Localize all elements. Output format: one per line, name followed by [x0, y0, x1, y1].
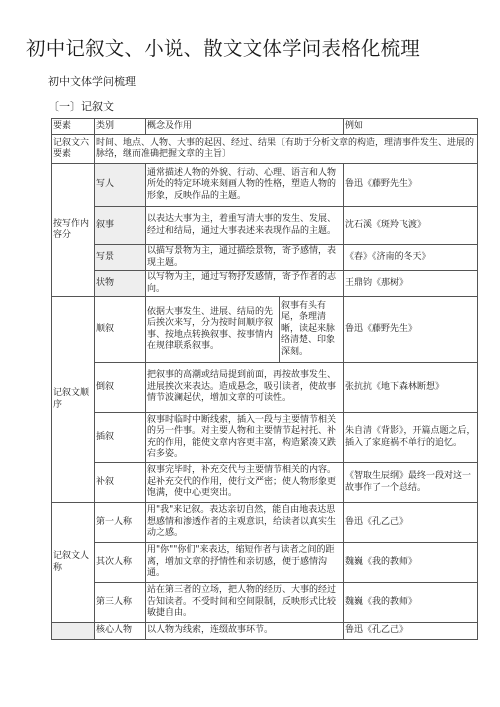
- example-cell: 魏巍《我的教师》: [344, 543, 478, 583]
- example-cell: 《春》《济南的冬天》: [344, 245, 478, 271]
- category-cell: 叙事: [95, 207, 146, 245]
- concept-cell: 依据大事发生、进展、结局的先后挨次来写，分为按时间顺序叙事、按地点转换叙事、按事情内在规律联系叙事。: [146, 297, 280, 363]
- example-cell: 王鼎钧《那树》: [344, 271, 478, 297]
- concept-cell: 把叙事的高潮或结局提到前面，再按故事发生、进展挨次来表达。造成悬念，吸引读者，使故事情节波澜起伏，增加文章的可读性。: [146, 363, 344, 413]
- category-cell: 补叙: [95, 463, 146, 503]
- category-cell: 写景: [95, 245, 146, 271]
- table-row: [52, 207, 478, 245]
- table-row: [52, 363, 478, 413]
- category-cell: 状物: [95, 271, 146, 297]
- concept-cell: 用"你""你们"来表达，缩短作者与读者之间的距离，增加文章的抒情性和亲切感，便于感情沟通。: [146, 543, 344, 583]
- page-title: 初中记叙文、小说、散文文体学问表格化梳理: [26, 37, 421, 60]
- table-row: [52, 583, 478, 623]
- table-row: [52, 623, 478, 640]
- narrative-table: [51, 118, 478, 640]
- example-cell: 魏巍《我的教师》: [344, 583, 478, 623]
- category-cell: 顺叙: [95, 297, 146, 363]
- example-cell: 鲁迅《孔乙己》: [344, 503, 478, 543]
- group-cell: [52, 623, 95, 640]
- table-row: [52, 503, 478, 543]
- table-row: [52, 245, 478, 271]
- concept-cell: 以描写景物为主，通过描绘景物，寄予感情，表现主题。: [146, 245, 344, 271]
- group-cell: 记叙文六要素: [52, 135, 95, 164]
- table-row: [52, 413, 478, 463]
- header-element: 要素: [52, 119, 95, 135]
- example-cell: 沈石溪《斑羚飞渡》: [344, 207, 478, 245]
- table-row: [52, 271, 478, 297]
- concept-cell: 以写物为主，通过写物抒发感情，寄予作者的志向。: [146, 271, 344, 297]
- table-row: [52, 463, 478, 503]
- table-row: [52, 543, 478, 583]
- concept-side-cell: 叙事有头有尾，条理清晰，读起来脉络清楚、印象深刻。: [280, 297, 344, 363]
- example-cell: 《智取生辰纲》最终一段对这一故事作了一个总结。: [344, 463, 478, 503]
- table-row: [52, 297, 478, 363]
- concept-cell: 站在第三者的立场，把人物的经历、大事的经过告知读者。不受时间和空间限制，反映形式比较敏捷自由。: [146, 583, 344, 623]
- concept-cell: 以人物为线索，连缀故事环节。: [146, 623, 344, 640]
- example-cell: 鲁迅《孔乙己》: [344, 623, 478, 640]
- group-cell: 按写作内容分: [52, 164, 95, 297]
- example-cell: 鲁迅《藤野先生》: [344, 297, 478, 363]
- subtitle: 初中文体学问梳理: [48, 75, 136, 88]
- category-cell: 其次人称: [95, 543, 146, 583]
- header-concept: 概念及作用: [146, 119, 344, 135]
- category-cell: 倒叙: [95, 363, 146, 413]
- header-category: 类别: [95, 119, 146, 135]
- concept-cell: 以表达大事为主，着重写清大事的发生、发展、经过和结局，通过大事表述来表现作品的主题。: [146, 207, 344, 245]
- example-cell: 张抗抗《地下森林断想》: [344, 363, 478, 413]
- concept-cell: 通常描述人物的外貌、行动、心理、语言和人物所处的特定环境来刻画人物的性格，塑造人物的形象，反映作品的主题。: [146, 164, 344, 207]
- concept-cell: 用"我"来记叙。表达亲切自然，能自由地表达思想感情和渗透作者的主观意识，给读者以真实生动之感。: [146, 503, 344, 543]
- table-header-row: [52, 119, 478, 135]
- example-cell: 鲁迅《藤野先生》: [344, 164, 478, 207]
- example-cell: 朱自清《背影》，开篇点题之后，插入了家庭祸不单行的追忆。: [344, 413, 478, 463]
- six-elements-cell: 时间、地点、人物、大事的起因、经过、结果〔有助于分析文章的构造，理清事件发生、进展的脉络，继而准确把握文章的主旨〕: [95, 135, 478, 164]
- group-cell: 记叙文顺序: [52, 297, 95, 503]
- category-cell: 插叙: [95, 413, 146, 463]
- category-cell: 写人: [95, 164, 146, 207]
- category-cell: 第三人称: [95, 583, 146, 623]
- table-row: [52, 164, 478, 207]
- category-cell: 第一人称: [95, 503, 146, 543]
- section-heading: 〔一〕记叙文: [48, 100, 114, 113]
- concept-cell: 叙事完毕时，补充交代与主要情节相关的内容。起补充交代的作用，使行文严密；使人物形象更饱满，使中心更突出。: [146, 463, 344, 503]
- category-cell: 核心人物: [95, 623, 146, 640]
- group-cell: 记叙文人称: [52, 503, 95, 623]
- table-row: [52, 135, 478, 164]
- concept-cell: 叙事时临时中断线索，插入一段与主要情节相关的另一件事。对主要人物和主要情节起衬托、补充的作用，能使文章内容更丰富，构造紧凑又跌宕多姿。: [146, 413, 344, 463]
- header-example: 例如: [344, 119, 478, 135]
